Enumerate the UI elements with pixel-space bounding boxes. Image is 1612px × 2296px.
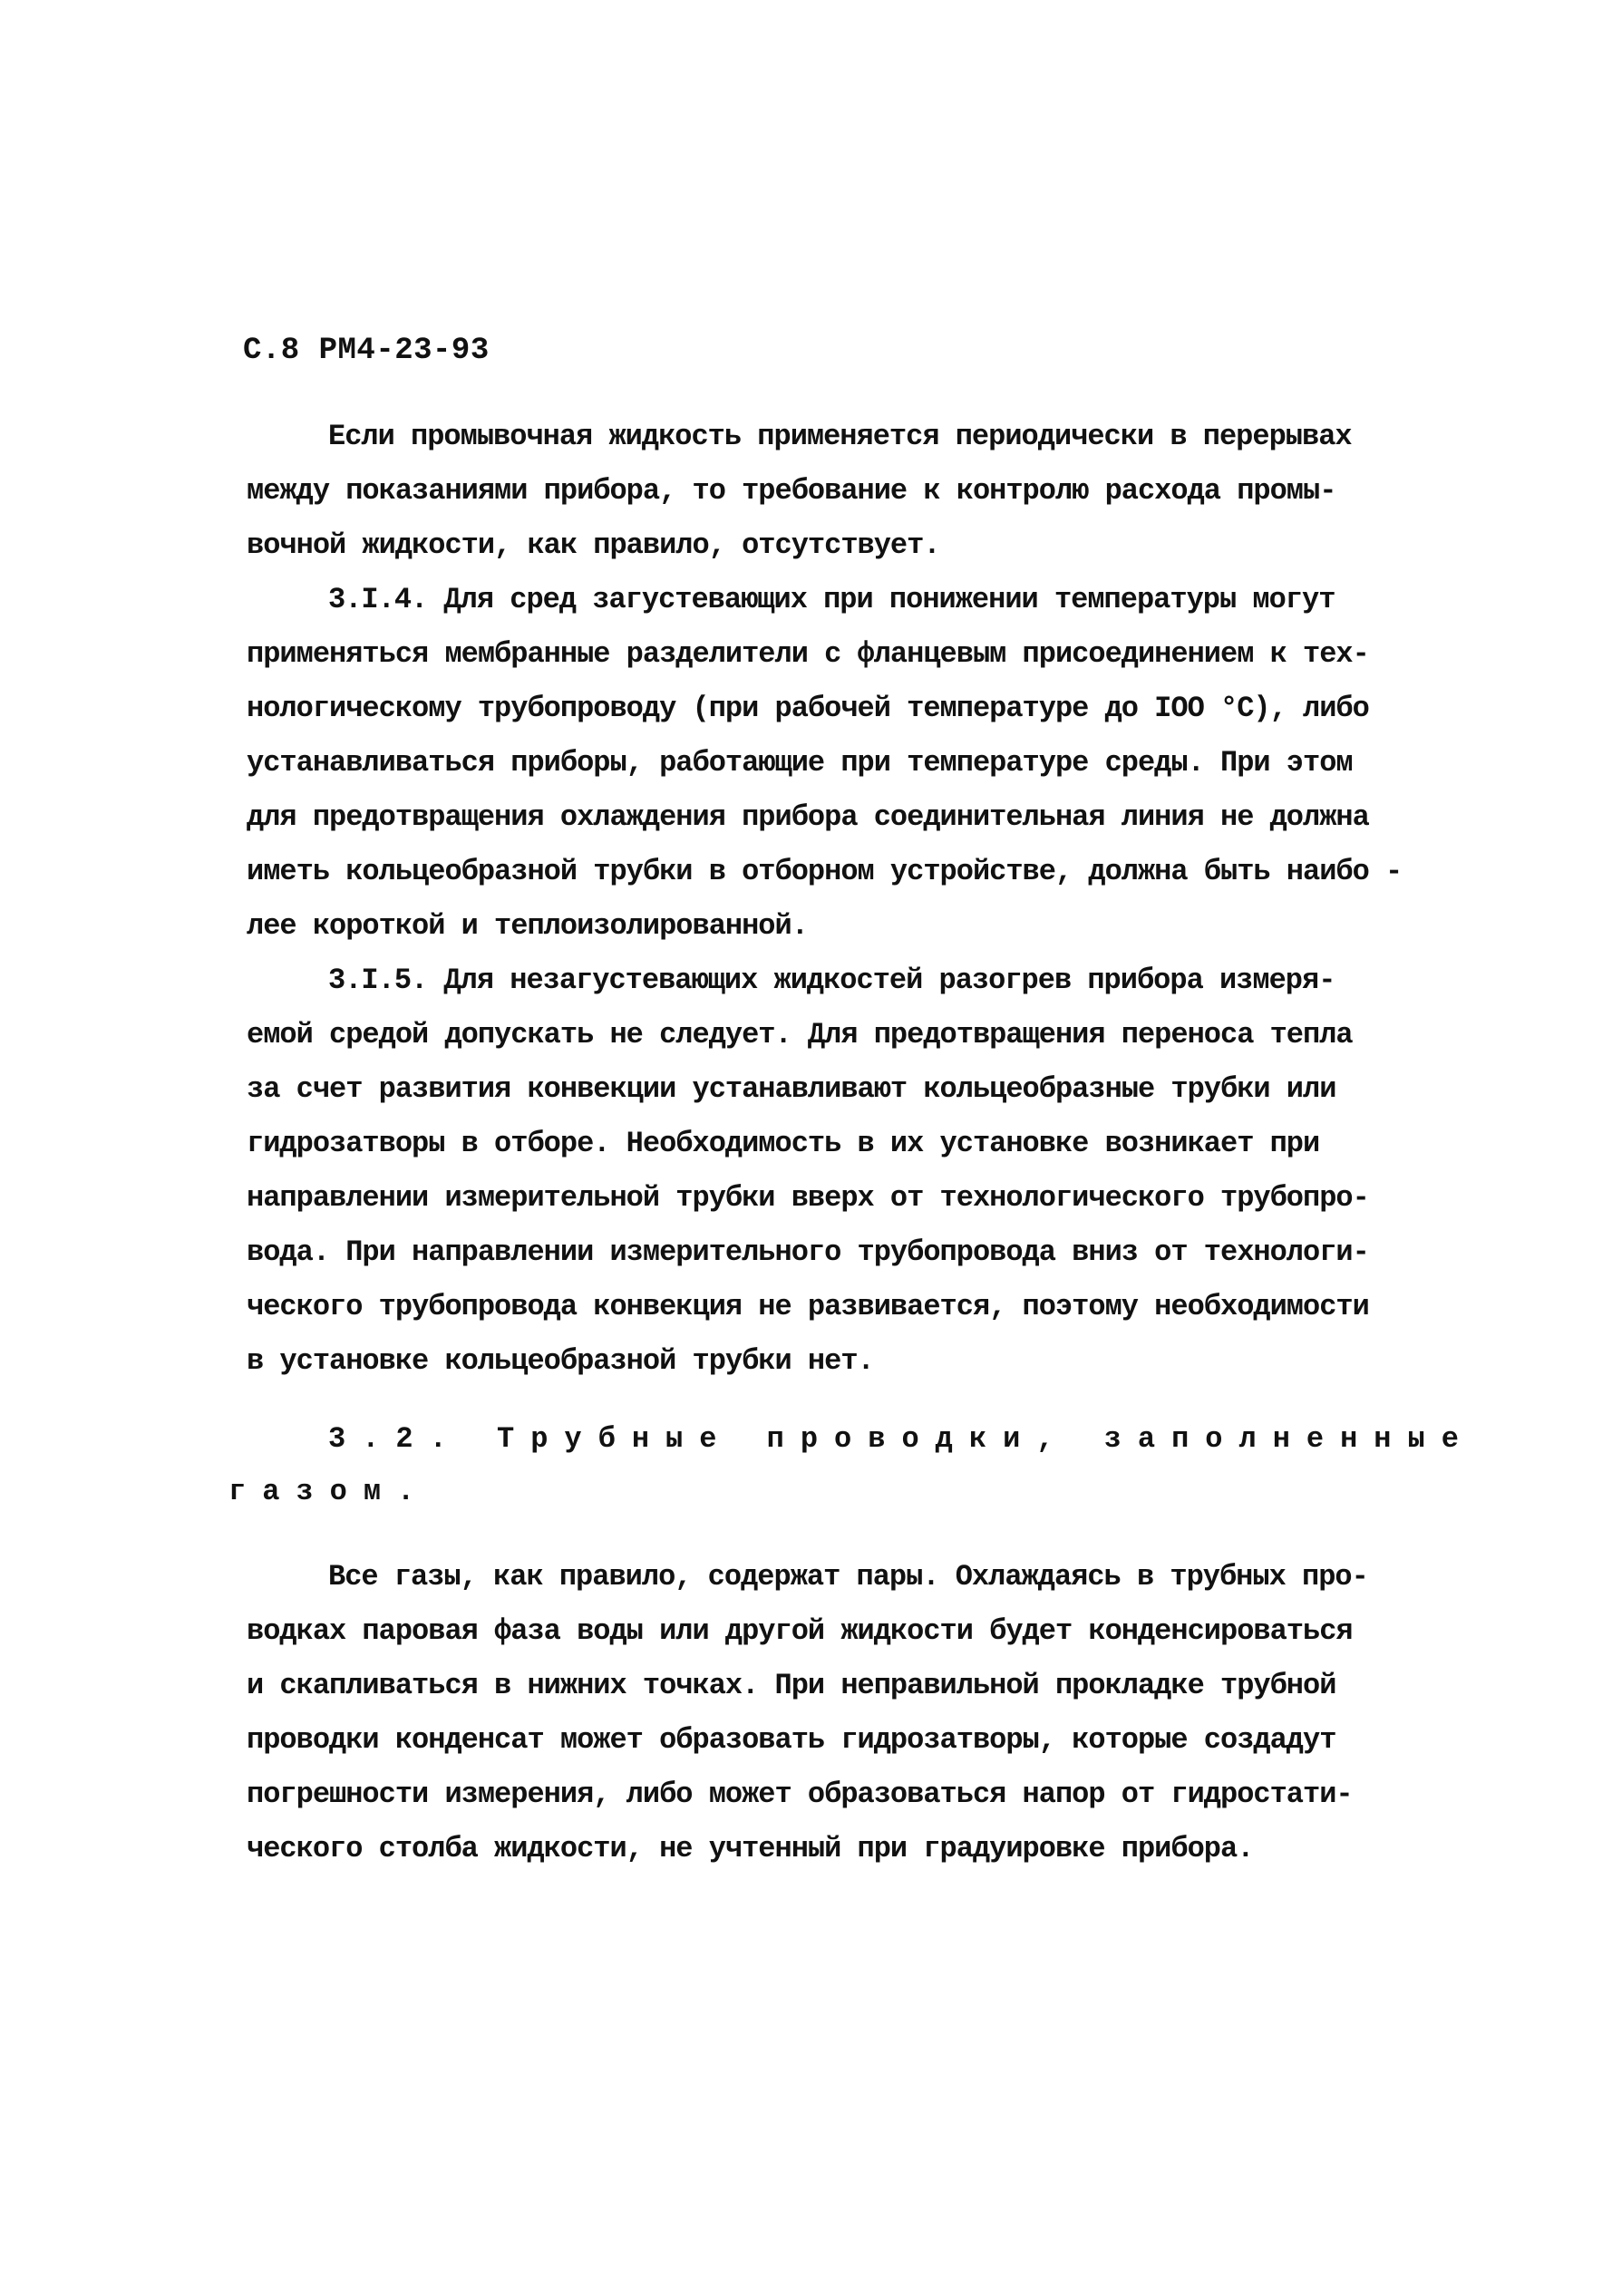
paragraph-4-line-1: Все газы, как правило, содержат пары. Охлаждаясь в трубных про- [328,1560,1368,1594]
paragraph-4-line-6: ческого столба жидкости, не учтенный при градуировке прибора. [247,1832,1254,1865]
paragraph-2-line-1: 3.I.4. Для сред загустевающих при понижении температуры могут [328,583,1335,616]
paragraph-4-line-4: проводки конденсат может образовать гидрозатворы, которые создадут [247,1723,1336,1757]
paragraph-4-line-2: водках паровая фаза воды или другой жидкости будет конденсироваться [247,1614,1353,1648]
paragraph-3-line-6: вода. При направлении измерительного трубопровода вниз от технологи- [247,1235,1369,1269]
paragraph-3-line-8: в установке кольцеобразной трубки нет. [247,1344,874,1378]
paragraph-3-line-5: направлении измерительной трубки вверх от технологического трубопро- [247,1181,1369,1215]
section-heading-line-2: газом. [228,1475,432,1508]
paragraph-3-line-2: емой средой допускать не следует. Для предотвращения переноса тепла [247,1018,1353,1051]
paragraph-1-line-1: Если промывочная жидкость применяется периодически в перерывах [328,420,1352,453]
paragraph-2-line-2: применяться мембранные разделители с фланцевым присоединением к тех- [247,637,1369,671]
paragraph-2-line-7: лее короткой и теплоизолированной. [247,909,808,943]
paragraph-2-line-6: иметь кольцеобразной трубки в отборном устройстве, должна быть наибо - [247,855,1403,888]
paragraph-2-line-5: для предотвращения охлаждения прибора соединительная линия не должна [247,800,1369,834]
section-heading-line-1: 3.2. Трубные проводки, заполненные [328,1422,1475,1456]
paragraph-2-line-4: устанавливаться приборы, работающие при температуре среды. При этом [247,746,1353,780]
paragraph-4-line-3: и скапливаться в нижних точках. При неправильной прокладке трубной [247,1669,1336,1702]
page-header: С.8 РМ4-23-93 [243,334,490,368]
paragraph-1-line-3: вочной жидкости, как правило, отсутствует. [247,528,940,562]
paragraph-2-line-3: нологическому трубопроводу (при рабочей температуре до IOO °С), либо [247,692,1369,725]
paragraph-4-line-5: погрешности измерения, либо может образоваться напор от гидростати- [247,1778,1353,1811]
paragraph-3-line-3: за счет развития конвекции устанавливают кольцеобразные трубки или [247,1072,1336,1106]
paragraph-3-line-7: ческого трубопровода конвекция не развивается, поэтому необходимости [247,1290,1369,1323]
paragraph-1-line-2: между показаниями прибора, то требование к контролю расхода промы- [247,474,1336,508]
paragraph-3-line-4: гидрозатворы в отборе. Необходимость в их установке возникает при [247,1127,1320,1160]
paragraph-3-line-1: 3.I.5. Для незагустевающих жидкостей разогрев прибора измеря- [328,964,1335,997]
